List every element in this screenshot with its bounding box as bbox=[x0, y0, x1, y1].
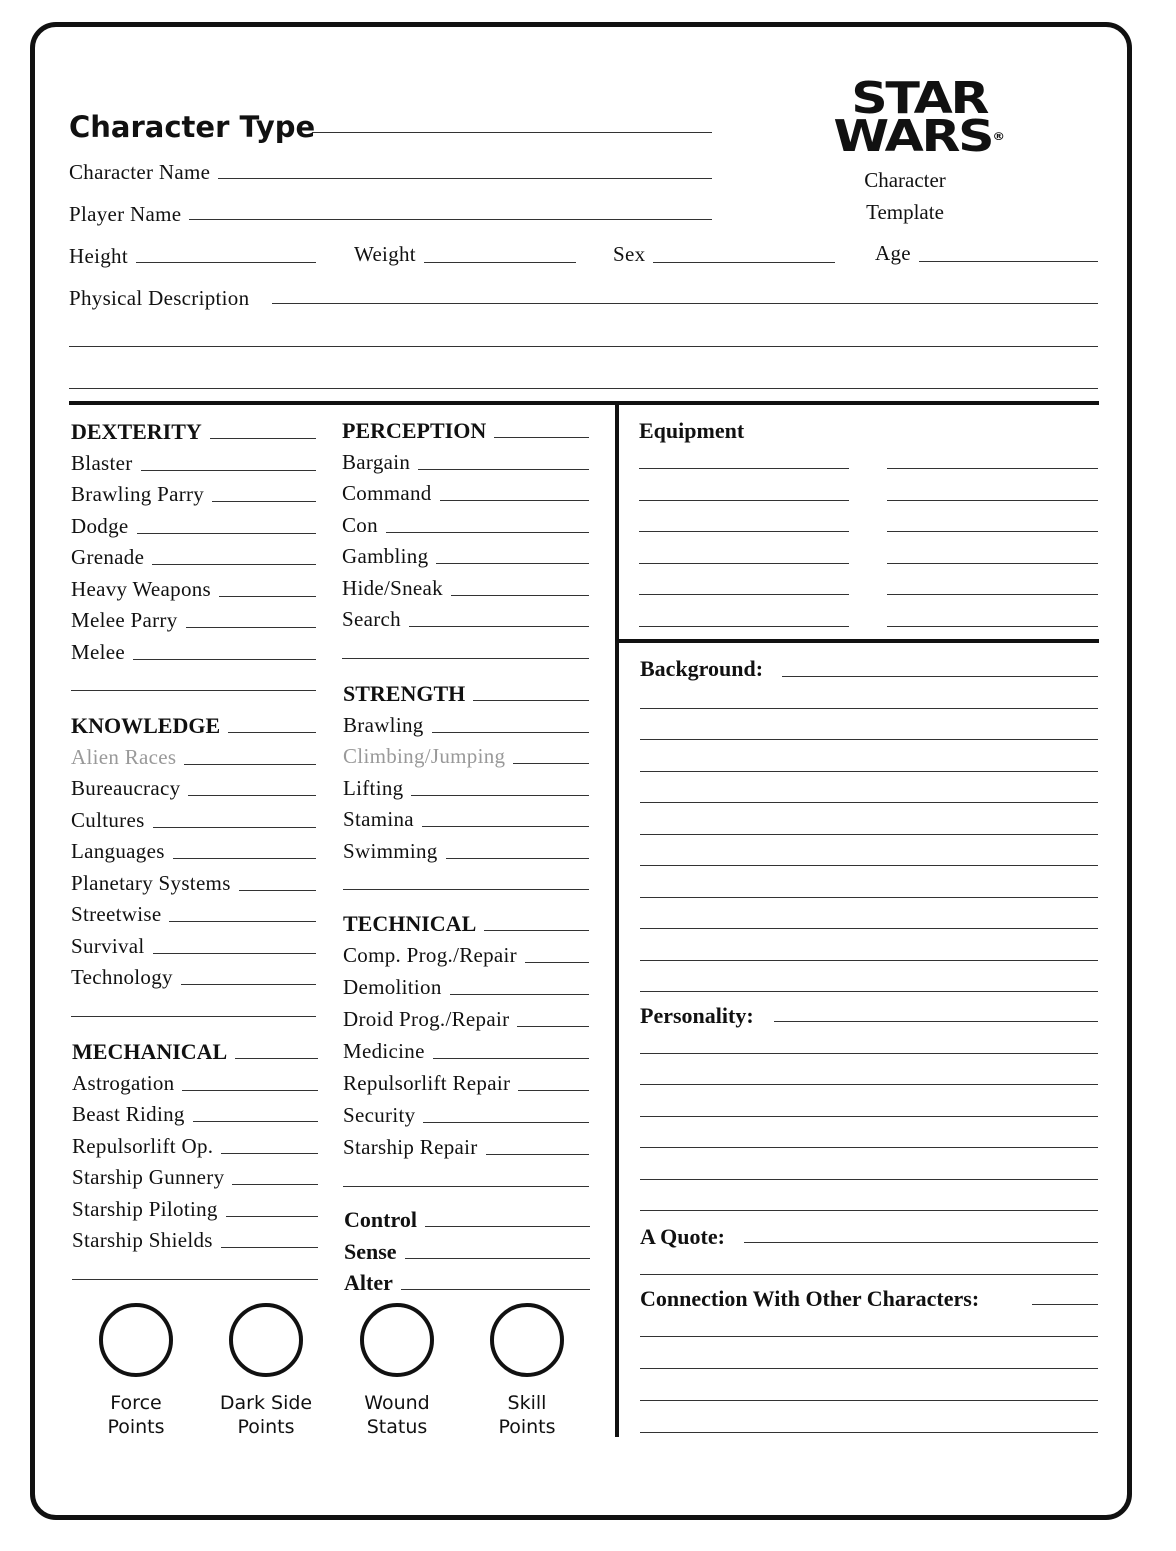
skill-con-label: Con bbox=[342, 512, 378, 537]
wound-status-label-line1: Wound bbox=[364, 1392, 430, 1414]
skill-languages-label: Languages bbox=[71, 839, 165, 863]
background-field-5[interactable] bbox=[640, 802, 1098, 803]
personality-field-2[interactable] bbox=[640, 1053, 1098, 1054]
dark-side-points-circle[interactable] bbox=[229, 1303, 303, 1377]
skill-alter-field[interactable] bbox=[401, 1289, 590, 1290]
skill-sense-field[interactable] bbox=[405, 1258, 590, 1259]
background-field-10[interactable] bbox=[640, 960, 1098, 961]
attribute-dexterity-value-field[interactable] bbox=[210, 438, 316, 439]
skill-alter-label: Alter bbox=[344, 1270, 393, 1295]
skill-starship-piloting-label: Starship Piloting bbox=[72, 1196, 218, 1221]
skill-bargain-field[interactable] bbox=[418, 469, 589, 470]
skill-starship-gunnery-label: Starship Gunnery bbox=[72, 1165, 225, 1189]
skill-brawling-parry-field[interactable] bbox=[212, 501, 316, 502]
skill-gambling-field[interactable] bbox=[436, 563, 589, 564]
attribute-knowledge-value-field[interactable] bbox=[228, 732, 316, 733]
skill-points-label-line2: Points bbox=[498, 1416, 556, 1438]
logo-wars-text: WARS bbox=[833, 111, 993, 162]
skill-melee-parry-field[interactable] bbox=[186, 627, 316, 628]
skill-alien-races-field[interactable] bbox=[184, 764, 316, 765]
skill-bureaucracy-field[interactable] bbox=[188, 795, 316, 796]
skill-blaster-field[interactable] bbox=[141, 470, 316, 471]
background-heading: Background: bbox=[640, 656, 764, 681]
attribute-technical-value-field[interactable] bbox=[484, 930, 589, 931]
skill-droid-prog-repair-field[interactable] bbox=[517, 1026, 589, 1027]
physical-description-field-2[interactable] bbox=[69, 346, 1098, 347]
skill-streetwise-field[interactable] bbox=[169, 921, 316, 922]
physical-description-field-1[interactable] bbox=[272, 303, 1098, 304]
skill-starship-gunnery-field[interactable] bbox=[232, 1184, 318, 1185]
skill-points-circle[interactable] bbox=[490, 1303, 564, 1377]
logo-line-star: STAR bbox=[851, 73, 988, 124]
skill-security-field[interactable] bbox=[423, 1122, 589, 1123]
skill-control-label: Control bbox=[344, 1207, 417, 1232]
skill-heavy-weapons-label: Heavy Weapons bbox=[71, 576, 212, 601]
skill-swimming-field[interactable] bbox=[446, 858, 589, 859]
skill-melee-field[interactable] bbox=[133, 659, 316, 660]
skill-planetary-systems-label: Planetary Systems bbox=[71, 870, 231, 895]
equipment-field-left-3[interactable] bbox=[639, 531, 849, 532]
connection-field-5[interactable] bbox=[640, 1432, 1098, 1433]
skill-points-label-line1: Skill bbox=[507, 1392, 547, 1414]
equipment-field-right-3[interactable] bbox=[887, 531, 1098, 532]
background-field-8[interactable] bbox=[640, 897, 1098, 898]
attribute-technical-title: TECHNICAL bbox=[343, 911, 477, 936]
skill-astrogation-label: Astrogation bbox=[72, 1070, 175, 1095]
skill-stamina-label: Stamina bbox=[343, 807, 414, 831]
skill-starship-piloting-field[interactable] bbox=[226, 1216, 318, 1217]
equipment-divider bbox=[617, 639, 1099, 643]
background-field-9[interactable] bbox=[640, 928, 1098, 929]
skill-search-label: Search bbox=[342, 607, 401, 631]
attribute-strength-title: STRENGTH bbox=[343, 681, 466, 706]
skill-repulsorlift-op-field[interactable] bbox=[221, 1153, 318, 1154]
section-divider bbox=[69, 401, 1099, 405]
sex-label: Sex bbox=[613, 242, 646, 266]
equipment-field-right-6[interactable] bbox=[887, 626, 1098, 627]
skill-streetwise-label: Streetwise bbox=[71, 902, 162, 926]
skill-melee-label: Melee bbox=[71, 639, 125, 664]
equipment-field-right-4[interactable] bbox=[887, 563, 1098, 564]
personality-field-7[interactable] bbox=[640, 1210, 1098, 1211]
logo-line-wars bbox=[818, 111, 1020, 162]
skill-grenade-field[interactable] bbox=[152, 564, 316, 565]
equipment-field-left-6[interactable] bbox=[639, 626, 849, 627]
skill-security-label: Security bbox=[343, 1103, 416, 1127]
physical-description-label: Physical Description bbox=[69, 286, 250, 310]
skill-grenade-label: Grenade bbox=[71, 545, 145, 569]
personality-field-6[interactable] bbox=[640, 1179, 1098, 1180]
skill-heavy-weapons-field[interactable] bbox=[219, 596, 316, 597]
character-name-field[interactable] bbox=[218, 178, 712, 179]
skill-astrogation-field[interactable] bbox=[182, 1090, 318, 1091]
skill-hide-sneak-label: Hide/Sneak bbox=[342, 575, 443, 600]
character-name-label: Character Name bbox=[69, 160, 211, 184]
background-field-3[interactable] bbox=[640, 739, 1098, 740]
star-wars-logo bbox=[818, 73, 1020, 162]
background-field-4[interactable] bbox=[640, 771, 1098, 772]
skill-technology-label: Technology bbox=[71, 965, 173, 989]
skill-brawling-label: Brawling bbox=[343, 712, 424, 737]
personality-heading: Personality: bbox=[640, 1003, 754, 1028]
skill-comp-prog-repair-label: Comp. Prog./Repair bbox=[343, 943, 517, 967]
equipment-field-left-2[interactable] bbox=[639, 500, 849, 501]
height-label: Height bbox=[69, 244, 128, 268]
equipment-field-right-1[interactable] bbox=[887, 468, 1098, 469]
attribute-knowledge-extra-skill-field[interactable] bbox=[71, 1016, 316, 1017]
equipment-field-right-5[interactable] bbox=[887, 594, 1098, 595]
background-field-7[interactable] bbox=[640, 865, 1098, 866]
skill-con-field[interactable] bbox=[386, 532, 589, 533]
background-field-2[interactable] bbox=[640, 708, 1098, 709]
personality-field-4[interactable] bbox=[640, 1116, 1098, 1117]
player-name-field[interactable] bbox=[189, 219, 712, 220]
force-points-circle[interactable] bbox=[99, 1303, 173, 1377]
equipment-heading: Equipment bbox=[639, 418, 745, 443]
attribute-perception-title: PERCEPTION bbox=[342, 418, 487, 443]
force-points-label-line1: Force bbox=[110, 1392, 162, 1414]
character-type-label: Character Type bbox=[69, 110, 316, 144]
connection-field-4[interactable] bbox=[640, 1400, 1098, 1401]
skill-bureaucracy-label: Bureaucracy bbox=[71, 776, 181, 800]
equipment-field-left-5[interactable] bbox=[639, 594, 849, 595]
skill-demolition-label: Demolition bbox=[343, 975, 442, 999]
attribute-mechanical-title: MECHANICAL bbox=[72, 1039, 228, 1064]
skill-blaster-label: Blaster bbox=[71, 450, 133, 475]
skill-gambling-label: Gambling bbox=[342, 544, 429, 568]
skill-climbing-jumping-label: Climbing/Jumping bbox=[343, 744, 506, 768]
skill-comp-prog-repair-field[interactable] bbox=[525, 962, 589, 963]
attribute-dexterity-title: DEXTERITY bbox=[71, 419, 202, 444]
skill-brawling-parry-label: Brawling Parry bbox=[71, 482, 205, 506]
background-field-1[interactable] bbox=[782, 676, 1098, 677]
skill-planetary-systems-field[interactable] bbox=[239, 890, 316, 891]
skill-beast-riding-field[interactable] bbox=[193, 1121, 318, 1122]
skill-technology-field[interactable] bbox=[181, 984, 316, 985]
skill-brawling-field[interactable] bbox=[432, 732, 589, 733]
skill-medicine-label: Medicine bbox=[343, 1039, 425, 1063]
attribute-strength-extra-skill-field[interactable] bbox=[343, 889, 589, 890]
weight-field[interactable] bbox=[424, 262, 576, 263]
equipment-field-left-4[interactable] bbox=[639, 563, 849, 564]
skill-control-field[interactable] bbox=[425, 1226, 590, 1227]
skill-bargain-label: Bargain bbox=[342, 449, 411, 474]
connection-field-3[interactable] bbox=[640, 1368, 1098, 1369]
skill-survival-label: Survival bbox=[71, 933, 145, 958]
attribute-mechanical-value-field[interactable] bbox=[235, 1058, 318, 1059]
skill-search-field[interactable] bbox=[409, 626, 589, 627]
column-divider bbox=[615, 403, 619, 1437]
skill-beast-riding-label: Beast Riding bbox=[72, 1102, 185, 1126]
registered-mark: ® bbox=[992, 130, 1005, 143]
quote-field-2[interactable] bbox=[640, 1274, 1098, 1275]
personality-field-3[interactable] bbox=[640, 1084, 1098, 1085]
skill-command-label: Command bbox=[342, 481, 432, 505]
attribute-technical-extra-skill-field[interactable] bbox=[343, 1186, 589, 1187]
age-field[interactable] bbox=[919, 261, 1098, 262]
force-points-label-line2: Points bbox=[107, 1416, 165, 1438]
skill-lifting-field[interactable] bbox=[411, 795, 589, 796]
connection-heading: Connection With Other Characters: bbox=[640, 1286, 980, 1311]
quote-field-1[interactable] bbox=[744, 1242, 1098, 1243]
connection-field-2[interactable] bbox=[640, 1336, 1098, 1337]
skill-alien-races-label: Alien Races bbox=[71, 744, 177, 769]
skill-survival-field[interactable] bbox=[153, 953, 316, 954]
skill-hide-sneak-field[interactable] bbox=[451, 595, 589, 596]
height-field[interactable] bbox=[136, 262, 316, 263]
skill-cultures-field[interactable] bbox=[153, 827, 316, 828]
skill-demolition-field[interactable] bbox=[450, 994, 589, 995]
skill-repulsorlift-repair-label: Repulsorlift Repair bbox=[343, 1071, 511, 1095]
skill-command-field[interactable] bbox=[440, 500, 589, 501]
age-label: Age bbox=[875, 241, 911, 265]
skill-repulsorlift-repair-field[interactable] bbox=[518, 1090, 589, 1091]
skill-sense-label: Sense bbox=[344, 1238, 397, 1264]
skill-droid-prog-repair-label: Droid Prog./Repair bbox=[343, 1007, 510, 1031]
wound-status-label-line2: Status bbox=[366, 1416, 428, 1438]
attribute-knowledge-title: KNOWLEDGE bbox=[71, 713, 221, 738]
template-subtitle-2: Template bbox=[866, 200, 944, 224]
dark-side-points-label-line1: Dark Side bbox=[219, 1392, 313, 1414]
skill-melee-parry-label: Melee Parry bbox=[71, 608, 178, 632]
attribute-perception-value-field[interactable] bbox=[494, 437, 589, 438]
background-field-6[interactable] bbox=[640, 834, 1098, 835]
skill-swimming-label: Swimming bbox=[343, 838, 438, 863]
equipment-field-left-1[interactable] bbox=[639, 468, 849, 469]
attribute-perception-extra-skill-field[interactable] bbox=[342, 658, 589, 659]
character-type-field[interactable] bbox=[312, 132, 712, 133]
weight-label: Weight bbox=[354, 242, 416, 266]
template-subtitle-1: Character bbox=[864, 168, 946, 192]
skill-lifting-label: Lifting bbox=[343, 775, 404, 800]
attribute-mechanical-extra-skill-field[interactable] bbox=[72, 1279, 318, 1280]
skill-dodge-field[interactable] bbox=[137, 533, 317, 534]
skill-languages-field[interactable] bbox=[173, 858, 316, 859]
physical-description-field-3[interactable] bbox=[69, 388, 1098, 389]
skill-repulsorlift-op-label: Repulsorlift Op. bbox=[72, 1133, 214, 1158]
personality-field-1[interactable] bbox=[774, 1021, 1098, 1022]
attribute-strength-value-field[interactable] bbox=[473, 700, 589, 701]
dark-side-points-label-line2: Points bbox=[237, 1416, 295, 1438]
skill-climbing-jumping-field[interactable] bbox=[513, 763, 589, 764]
player-name-label: Player Name bbox=[69, 202, 182, 226]
attribute-dexterity-extra-skill-field[interactable] bbox=[71, 690, 316, 691]
skill-starship-shields-field[interactable] bbox=[221, 1247, 318, 1248]
equipment-field-right-2[interactable] bbox=[887, 500, 1098, 501]
quote-heading: A Quote: bbox=[640, 1224, 725, 1249]
background-field-11[interactable] bbox=[640, 991, 1098, 992]
skill-stamina-field[interactable] bbox=[422, 826, 589, 827]
connection-field-1[interactable] bbox=[1032, 1304, 1098, 1305]
sex-field[interactable] bbox=[653, 262, 835, 263]
skill-medicine-field[interactable] bbox=[433, 1058, 589, 1059]
skill-starship-shields-label: Starship Shields bbox=[72, 1228, 213, 1252]
skill-dodge-label: Dodge bbox=[71, 513, 129, 538]
skill-cultures-label: Cultures bbox=[71, 807, 145, 832]
wound-status-circle[interactable] bbox=[360, 1303, 434, 1377]
personality-field-5[interactable] bbox=[640, 1147, 1098, 1148]
skill-starship-repair-label: Starship Repair bbox=[343, 1135, 478, 1159]
skill-starship-repair-field[interactable] bbox=[486, 1154, 589, 1155]
